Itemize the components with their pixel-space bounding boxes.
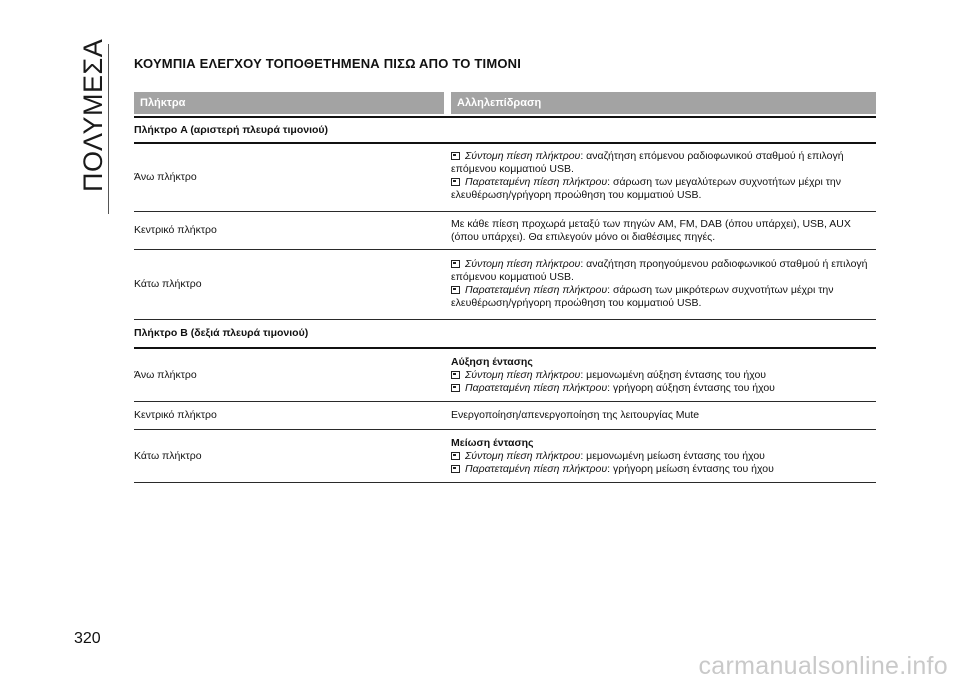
section-side-title-text: ΠΟΛΥΜΕΣΑ [78, 38, 108, 192]
checkbox-bullet-icon [451, 371, 460, 379]
page-number: 320 [74, 630, 101, 647]
table-header [134, 92, 876, 114]
table-row [134, 144, 876, 212]
table-row [134, 349, 876, 402]
table-row [134, 430, 876, 483]
key-label: Κεντρικό πλήκτρο [134, 409, 217, 421]
interaction-cell [451, 144, 876, 211]
interaction-cell: Ενεργοποίηση/απενεργοποίηση της λειτουργίας Mute [451, 409, 700, 421]
group-row-a [134, 116, 876, 144]
key-label: Άνω πλήκτρο [134, 171, 197, 183]
interaction-cell [451, 349, 876, 401]
controls-table [134, 92, 876, 483]
long-press-item: Παρατεταμένη πίεση πλήκτρου: σάρωση των μεγαλύτερων συχνοτήτων μέχρι την ελευθέρωση/γρήγορη προώθηση του κομματιού USB. [451, 176, 842, 201]
page-heading: ΚΟΥΜΠΙΑ ΕΛΕΓΧΟΥ ΤΟΠΟΘΕΤΗΜΕΝΑ ΠΙΣΩ ΑΠΟ ΤΟ ΤΙΜΟΝΙ [134, 56, 522, 71]
short-press-item: Σύντομη πίεση πλήκτρου: μεμονωμένη μείωση έντασης του ήχου [451, 450, 876, 463]
interaction-cell [451, 430, 876, 482]
table-row [134, 402, 876, 430]
header-keys: Πλήκτρα [134, 92, 444, 114]
long-press-item: Παρατεταμένη πίεση πλήκτρου: γρήγορη αύξηση έντασης του ήχου [451, 382, 876, 395]
group-b-label: Πλήκτρο B (δεξιά πλευρά τιμονιού) [134, 327, 309, 339]
checkbox-bullet-icon [451, 286, 460, 294]
short-press-item: Σύντομη πίεση πλήκτρου: αναζήτηση επόμενου ραδιοφωνικού σταθμού ή επιλογή επόμενου κομματιού USB. [451, 150, 844, 175]
short-press-item: Σύντομη πίεση πλήκτρου: μεμονωμένη αύξηση έντασης του ήχου [451, 369, 876, 382]
volume-down-title: Μείωση έντασης [451, 437, 534, 449]
key-label: Κεντρικό πλήκτρο [134, 224, 217, 236]
key-label: Κάτω πλήκτρο [134, 278, 202, 290]
key-label: Κάτω πλήκτρο [134, 449, 202, 462]
volume-up-title: Αύξηση έντασης [451, 356, 533, 368]
interaction-cell: Με κάθε πίεση προχωρά μεταξύ των πηγών AM, FM, DAB (όπου υπάρχει), USB, AUX (όπου υπάρχει). Θα επιλεγούν μόνο οι διαθέσιμες πηγές. [451, 218, 851, 243]
short-press-item: Σύντομη πίεση πλήκτρου: αναζήτηση προηγούμενου ραδιοφωνικού σταθμού ή επιλογή επόμενου κομματιού USB. [451, 258, 868, 283]
group-a-label: Πλήκτρο A (αριστερή πλευρά τιμονιού) [134, 123, 329, 136]
long-press-item: Παρατεταμένη πίεση πλήκτρου: γρήγορη μείωση έντασης του ήχου [451, 463, 876, 476]
interaction-cell [451, 250, 876, 319]
side-divider [108, 44, 109, 214]
checkbox-bullet-icon [451, 260, 460, 268]
watermark: carmanualsonline.info [698, 652, 948, 680]
checkbox-bullet-icon [451, 452, 460, 460]
table-row [134, 212, 876, 250]
table-row [134, 250, 876, 320]
group-row-b [134, 320, 876, 349]
checkbox-bullet-icon [451, 152, 460, 160]
checkbox-bullet-icon [451, 465, 460, 473]
long-press-item: Παρατεταμένη πίεση πλήκτρου: σάρωση των μικρότερων συχνοτήτων μέχρι την ελευθέρωση/γρήγορη προώθηση του κομματιού USB. [451, 284, 834, 309]
checkbox-bullet-icon [451, 178, 460, 186]
header-interaction: Αλληλεπίδραση [451, 92, 876, 114]
key-label: Άνω πλήκτρο [134, 368, 197, 381]
checkbox-bullet-icon [451, 384, 460, 392]
